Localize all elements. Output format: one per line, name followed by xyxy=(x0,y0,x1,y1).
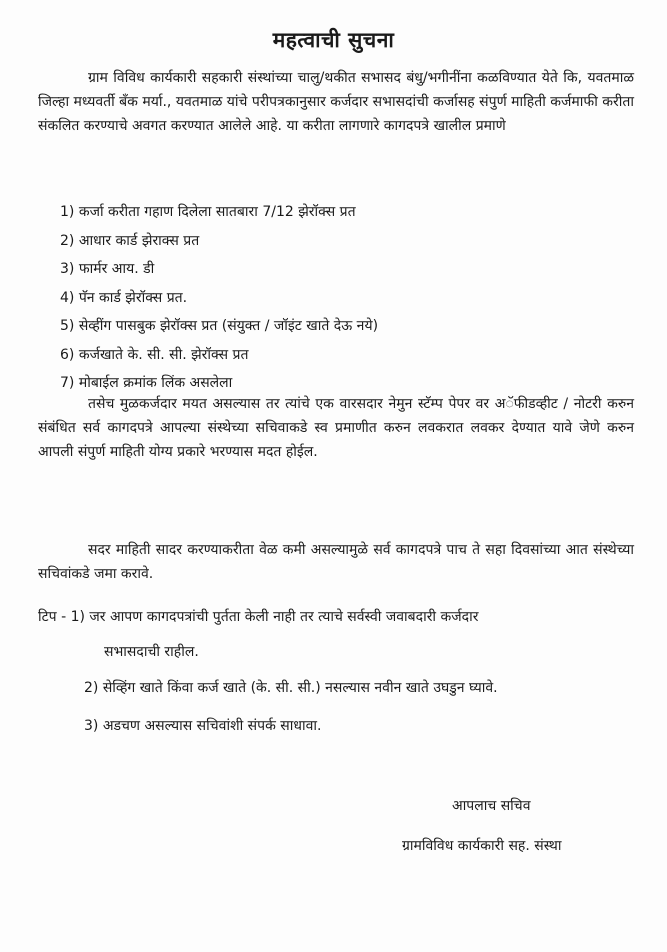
list-item: 1) कर्जा करीता गहाण दिलेला सातबारा 7/12 झेरॉक्स प्रत xyxy=(60,204,356,220)
intro-paragraph: ग्राम विविध कार्यकारी सहकारी संस्थांच्या चालु/थकीत सभासद बंधु/भगीनींना कळविण्यात येते कि, यवतमाळ जिल्हा मध्यवर्ती बँक मर्या., यवतमाळ यांचे परीपत्रकानुसार कर्जदार सभासदांची कर्जासह संपुर्ण माहिती कर्जमाफी करीता संकलित करण्याचे अवगत करण्यात आलेले आहे. या करीता लागणारे कागदपत्रे खालील प्रमाणे xyxy=(38,70,635,134)
note-2: 2) सेव्हिंग खाते किंवा कर्ज खाते (के. सी. सी.) नसल्यास नवीन खाते उघडुन घ्यावे. xyxy=(84,680,498,696)
list-item: 7) मोबाईल क्रमांक लिंक असलेला xyxy=(60,375,233,391)
deadline-paragraph: सदर माहिती सादर करण्याकरीता वेळ कमी असल्यामुळे सर्व कागदपत्रे पाच ते सहा दिवसांच्या आत संस्थेच्या सचिवांकडे जमा करावे. xyxy=(38,542,634,582)
notice-title: महत्वाची सुचना xyxy=(272,28,395,52)
list-item: 3) फार्मर आय. डी xyxy=(60,261,155,277)
note-1-line-2: सभासदाची राहील. xyxy=(104,644,199,660)
list-item: 4) पॅन कार्ड झेरॉक्स प्रत. xyxy=(60,289,188,306)
note-1-line-1: टिप - 1) जर आपण कागदपत्रांची पुर्तता केली नाही तर त्याचे सर्वस्वी जवाबदारी कर्जदार xyxy=(38,609,479,625)
list-item: 2) आधार कार्ड झेराक्स प्रत xyxy=(60,232,200,249)
deceased-borrower-paragraph: तसेच मुळकर्जदार मयत असल्यास तर त्यांचे एक वारसदार नेमुन स्टॅम्प पेपर वर अॅफीडव्हीट / नोटरी करुन संबंधित सर्व कागदपत्रे आपल्या संस्थेच्या सचिवाकडे स्व प्रमाणीत करुन लवकरात लवकर देण्यात यावे जेणे करुन आपली संपुर्ण माहिती योग्य प्रकारे भरण्यास मदत होईल. xyxy=(38,396,634,460)
list-item: 6) कर्जखाते के. सी. सी. झेरॉक्स प्रत xyxy=(60,346,249,363)
list-item: 5) सेव्हींग पासबुक झेरॉक्स प्रत (संयुक्त / जॉइंट खाते देऊ नये) xyxy=(60,318,379,334)
signature-organization: ग्रामविविध कार्यकारी सह. संस्था xyxy=(402,838,562,854)
note-3: 3) अडचण असल्यास सचिवांशी संपर्क साधावा. xyxy=(84,718,322,734)
documents-list xyxy=(60,198,378,398)
signature-title: आपलाच सचिव xyxy=(452,798,531,814)
